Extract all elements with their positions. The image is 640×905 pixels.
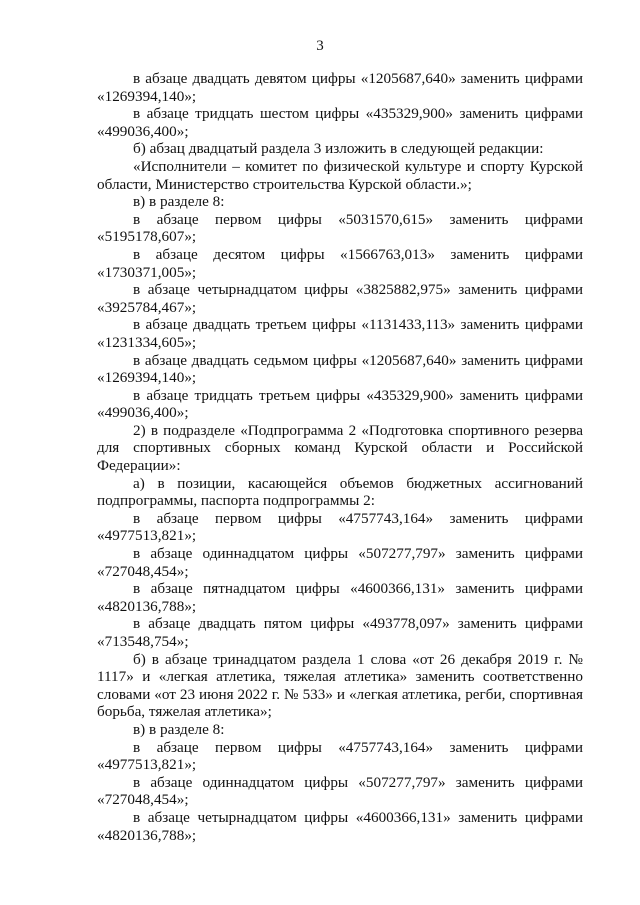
- paragraph: в) в разделе 8:: [133, 193, 225, 211]
- paragraph: в абзаце одиннадцатом цифры «507277,797» заменить цифрами «727048,454»;: [97, 545, 583, 580]
- paragraph: а) в позиции, касающейся объемов бюджетных ассигнований подпрограммы, паспорта подпрограммы 2:: [97, 474, 583, 510]
- paragraph: б) в абзаце тринадцатом раздела 1 слова «от 26 декабря 2019 г. № 1117» и «легкая атлетика, тяжелая атлетика» заменить соответственно словами «от 23 июня 2022 г. № 533» и «легкая атлетика, регби, спортивная борьба, тяжелая атлетика»;: [97, 650, 583, 721]
- paragraph: в абзаце десятом цифры «1566763,013» заменить цифрами «1730371,005»;: [97, 245, 583, 281]
- paragraph: в абзаце первом цифры «5031570,615» заменить цифрами «5195178,607»;: [97, 210, 583, 246]
- paragraph: в абзаце первом цифры «4757743,164» заменить цифрами «4977513,821»;: [97, 738, 583, 774]
- paragraph: в абзаце четырнадцатом цифры «3825882,975» заменить цифрами «3925784,467»;: [97, 281, 583, 316]
- page-number: 3: [316, 38, 324, 54]
- document-body: [97, 70, 583, 844]
- paragraph: в абзаце двадцать девятом цифры «1205687,640» заменить цифрами «1269394,140»;: [97, 70, 583, 105]
- paragraph: 2) в подразделе «Подпрограмма 2 «Подготовка спортивного резерва для спортивных сборных команд Курской области и Российской Федерации»:: [97, 421, 583, 475]
- paragraph: в абзаце тридцать третьем цифры «435329,900» заменить цифрами «499036,400»;: [97, 386, 583, 422]
- paragraph: в абзаце четырнадцатом цифры «4600366,131» заменить цифрами «4820136,788»;: [97, 808, 583, 844]
- paragraph: в абзаце первом цифры «4757743,164» заменить цифрами «4977513,821»;: [97, 509, 583, 545]
- paragraph: в абзаце двадцать пятом цифры «493778,097» заменить цифрами «713548,754»;: [97, 615, 583, 650]
- paragraph: в абзаце двадцать третьем цифры «1131433,113» заменить цифрами «1231334,605»;: [97, 316, 583, 351]
- paragraph: в абзаце двадцать седьмом цифры «1205687,640» заменить цифрами «1269394,140»;: [97, 351, 583, 387]
- paragraph: «Исполнители – комитет по физической культуре и спорту Курской области, Министерство строительства Курской области.»;: [97, 157, 583, 193]
- paragraph: в абзаце одиннадцатом цифры «507277,797» заменить цифрами «727048,454»;: [97, 773, 583, 809]
- paragraph: в) в разделе 8:: [133, 720, 225, 738]
- paragraph: в абзаце тридцать шестом цифры «435329,900» заменить цифрами «499036,400»;: [97, 105, 583, 140]
- paragraph: б) абзац двадцатый раздела 3 изложить в следующей редакции:: [133, 140, 544, 158]
- paragraph: в абзаце пятнадцатом цифры «4600366,131» заменить цифрами «4820136,788»;: [97, 580, 583, 615]
